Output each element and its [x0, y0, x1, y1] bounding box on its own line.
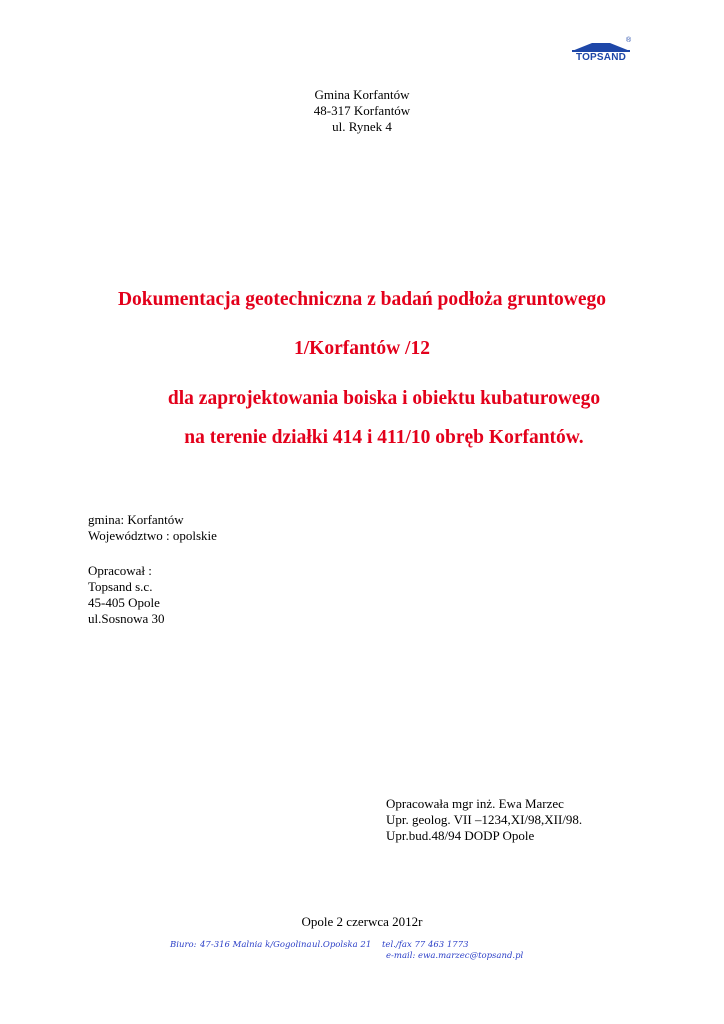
document-title: Dokumentacja geotechniczna z badań podłoża gruntowego [117, 289, 607, 310]
footer-office: Biuro: [170, 940, 197, 950]
document-location: na terenie działki 414 i 411/10 obręb Korfantów. [184, 427, 584, 448]
footer-address: 47-316 Malnia k/Gogolina [200, 940, 312, 950]
prepared-by-line: Topsand s.c. [88, 579, 153, 594]
document-purpose: dla zaprojektowania boiska i obiektu kubaturowego [167, 388, 601, 409]
footer-email: e-mail: ewa.marzec@topsand.pl [386, 951, 524, 961]
author-block [386, 796, 582, 844]
topsand-logo [570, 37, 632, 64]
registered-mark: ® [626, 37, 632, 44]
footer-street: ul.Opolska 21 [312, 940, 372, 950]
author-line: Upr.bud.48/94 DODP Opole [386, 828, 535, 843]
logo-roof-icon [570, 40, 632, 52]
prepared-by-line: 45-405 Opole [88, 595, 160, 610]
prepared-by-block [88, 563, 165, 627]
recipient-line: Gmina Korfantów [314, 87, 410, 102]
footer-phone: tel./fax 77 463 1773 [382, 940, 469, 950]
place-date: Opole 2 czerwca 2012r [301, 914, 423, 929]
document-number: 1/Korfantów /12 [294, 338, 430, 359]
recipient-line: 48-317 Korfantów [313, 103, 411, 118]
location-block [88, 512, 217, 544]
author-line: Upr. geolog. VII –1234,XI/98,XII/98. [386, 812, 583, 827]
prepared-by-line: ul.Sosnowa 30 [88, 611, 165, 626]
location-line: gmina: Korfantów [88, 512, 184, 527]
prepared-by-line: Opracował : [88, 563, 152, 578]
location-line: Województwo : opolskie [88, 528, 217, 543]
recipient-line: ul. Rynek 4 [332, 119, 392, 134]
author-line: Opracowała mgr inż. Ewa Marzec [386, 796, 564, 811]
logo-text: TOPSAND [575, 52, 627, 63]
recipient-address [0, 87, 724, 135]
